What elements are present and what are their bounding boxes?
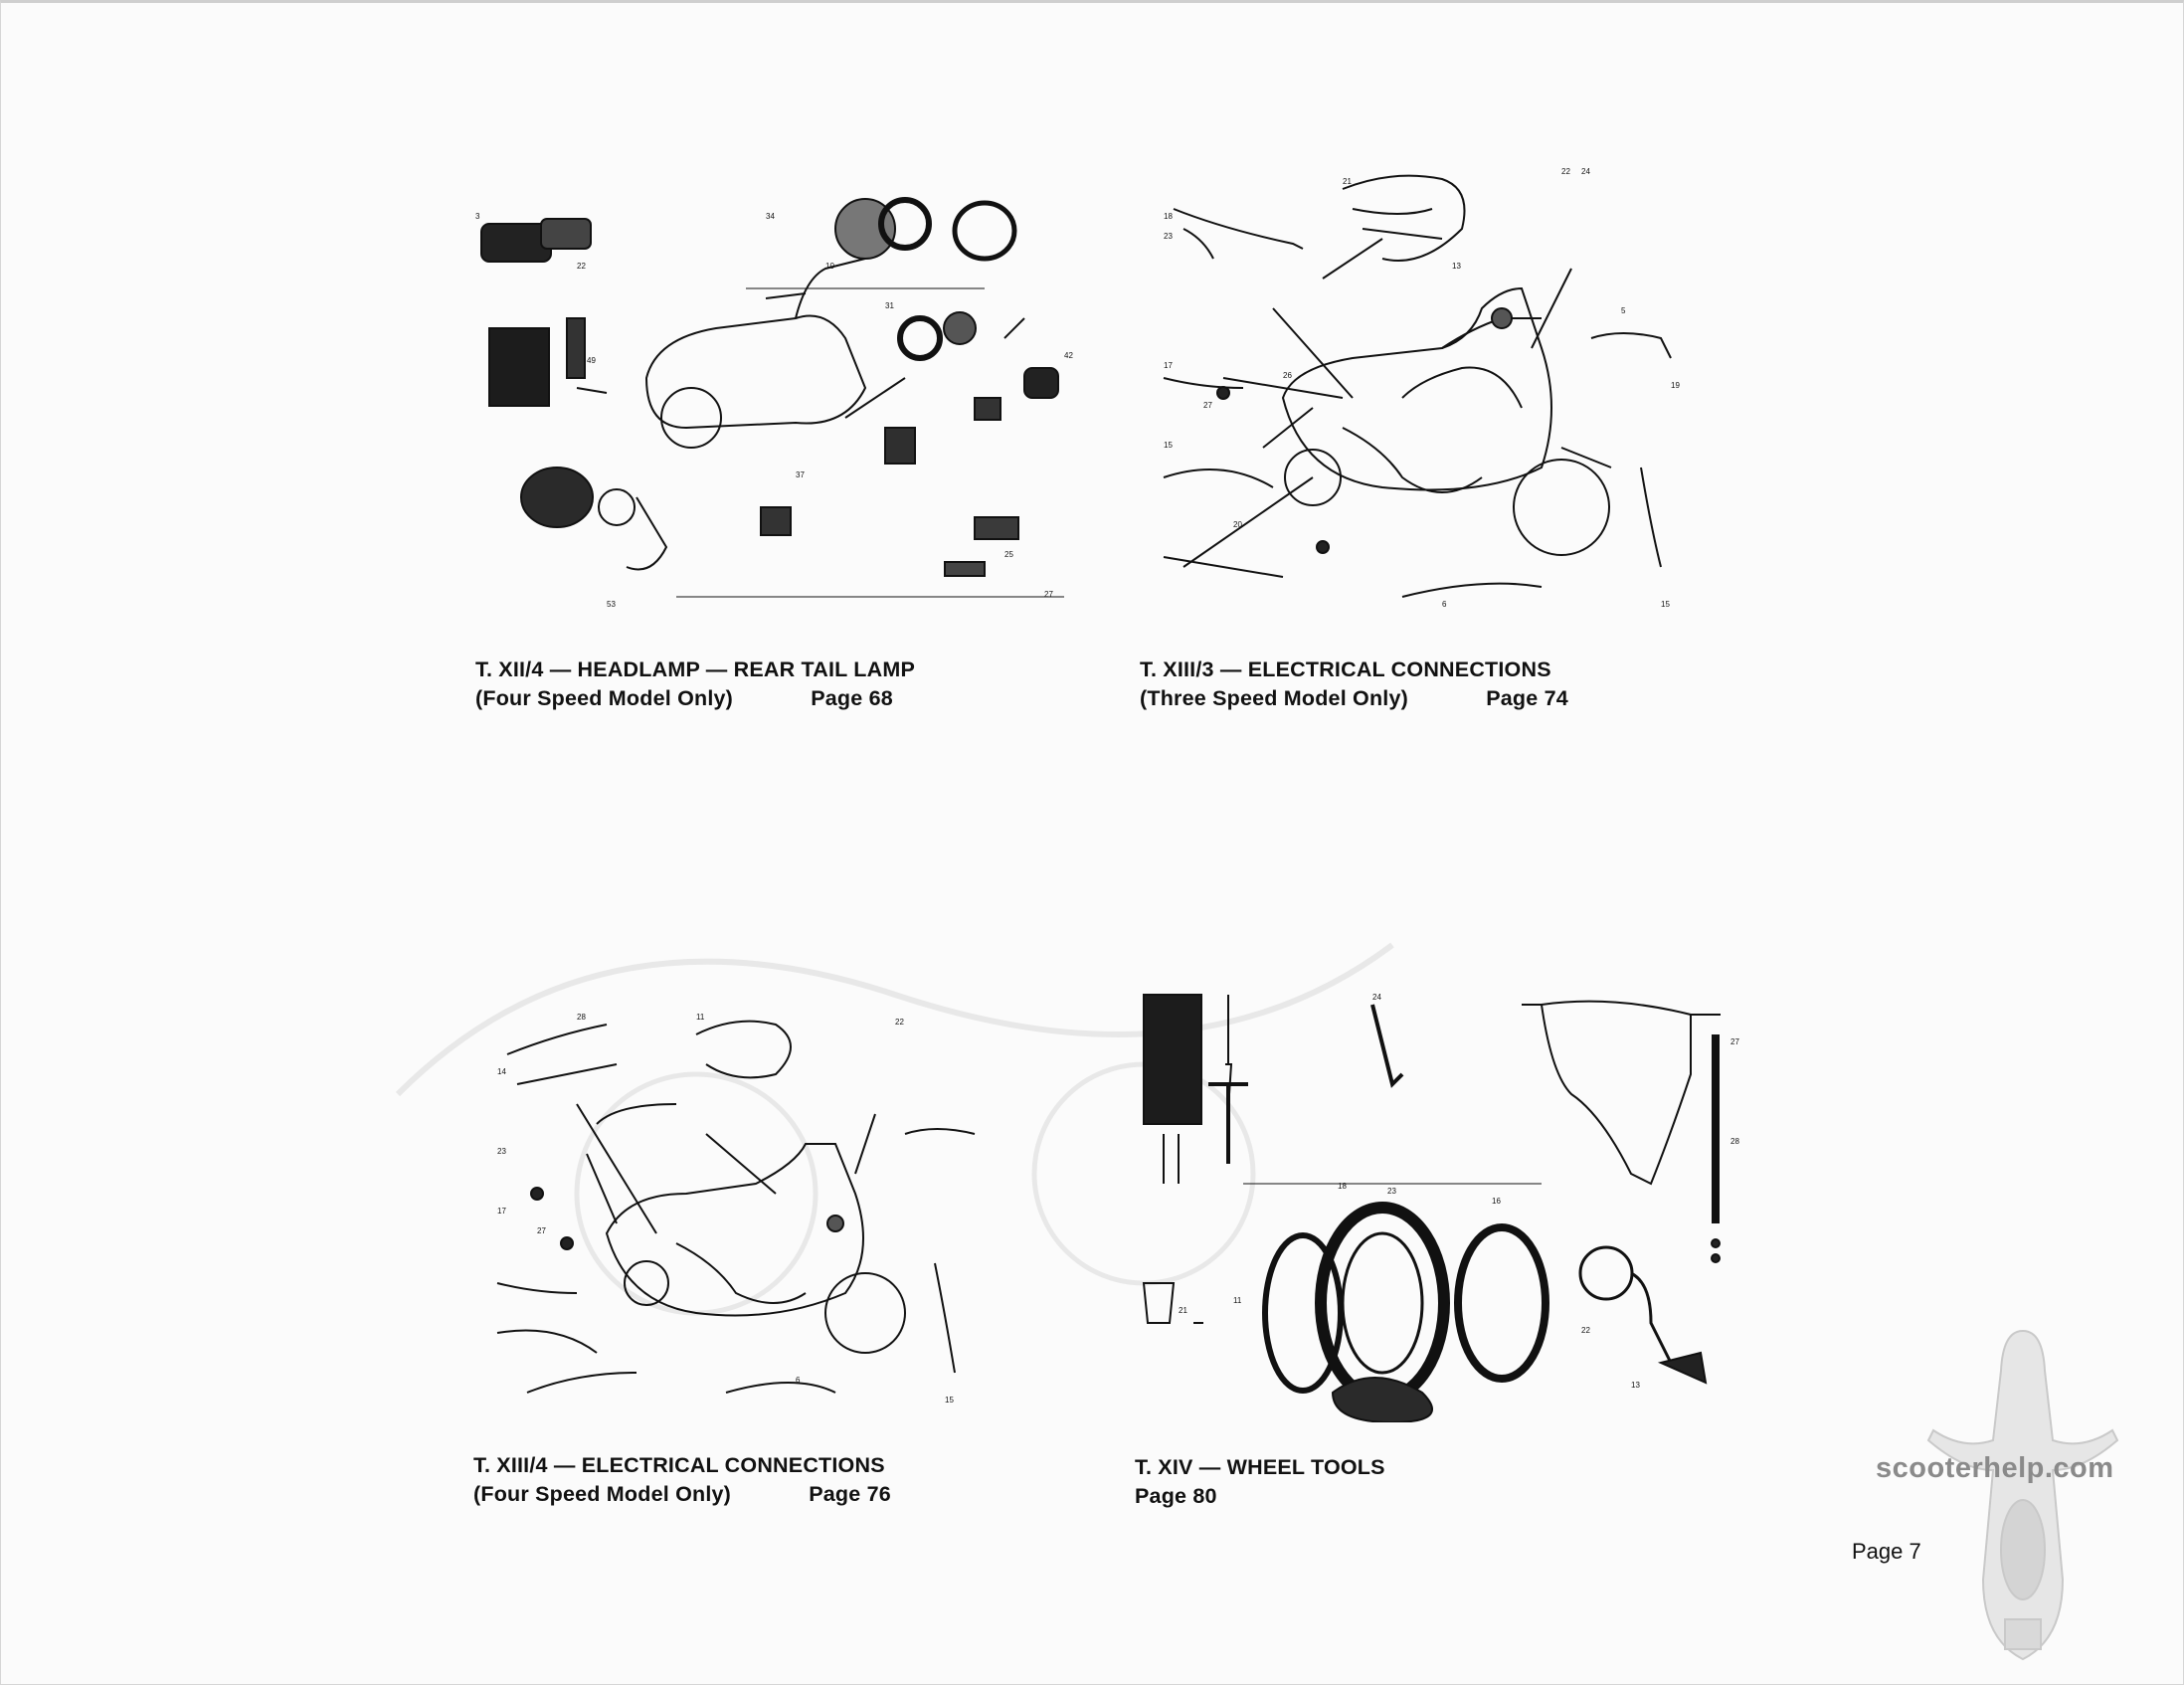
svg-text:53: 53 bbox=[607, 600, 616, 609]
svg-text:26: 26 bbox=[1283, 371, 1292, 380]
caption-subtitle-line bbox=[1140, 684, 1568, 713]
svg-text:24: 24 bbox=[1372, 993, 1381, 1002]
caption-page-ref: Page 68 bbox=[811, 686, 893, 710]
svg-text:13: 13 bbox=[1452, 262, 1461, 271]
figure-headlamp-rear-tail-lamp bbox=[467, 179, 1084, 617]
svg-text:13: 13 bbox=[1631, 1381, 1640, 1390]
svg-text:18: 18 bbox=[1338, 1182, 1347, 1191]
caption-subtitle-line bbox=[473, 1480, 891, 1509]
caption-subtitle: (Four Speed Model Only) bbox=[473, 1482, 732, 1506]
svg-text:25: 25 bbox=[1004, 550, 1013, 559]
figure-electrical-connections-four-speed bbox=[477, 995, 995, 1412]
caption-subtitle-line bbox=[475, 684, 915, 713]
svg-text:23: 23 bbox=[1164, 232, 1173, 241]
svg-text:27: 27 bbox=[1203, 401, 1212, 410]
svg-text:20: 20 bbox=[1233, 520, 1242, 529]
caption-t-xiii-4 bbox=[473, 1451, 891, 1509]
svg-text:23: 23 bbox=[497, 1147, 506, 1156]
svg-text:17: 17 bbox=[497, 1207, 506, 1216]
svg-text:15: 15 bbox=[1661, 600, 1670, 609]
svg-text:22: 22 bbox=[577, 262, 586, 271]
caption-subtitle: (Four Speed Model Only) bbox=[475, 686, 734, 710]
svg-text:15: 15 bbox=[1164, 441, 1173, 450]
svg-text:3: 3 bbox=[475, 212, 480, 221]
caption-t-xiii-3 bbox=[1140, 655, 1568, 713]
svg-text:28: 28 bbox=[1730, 1137, 1739, 1146]
caption-title: T. XII/4 — HEADLAMP — REAR TAIL LAMP bbox=[475, 657, 916, 681]
watermark-text: scooterhelp.com bbox=[1876, 1452, 2114, 1484]
svg-text:5: 5 bbox=[1621, 306, 1626, 315]
caption-t-xiv bbox=[1135, 1453, 1385, 1511]
svg-text:42: 42 bbox=[1064, 351, 1073, 360]
caption-t-xii-4 bbox=[475, 655, 915, 713]
svg-text:27: 27 bbox=[1044, 590, 1053, 599]
svg-text:37: 37 bbox=[796, 470, 805, 479]
svg-text:23: 23 bbox=[1387, 1187, 1396, 1196]
svg-text:6: 6 bbox=[796, 1376, 801, 1385]
caption-page-ref: Page 76 bbox=[809, 1482, 891, 1506]
svg-text:21: 21 bbox=[1179, 1306, 1187, 1315]
svg-text:16: 16 bbox=[1492, 1197, 1501, 1206]
caption-subtitle: (Three Speed Model Only) bbox=[1140, 686, 1409, 710]
svg-text:19: 19 bbox=[1671, 381, 1680, 390]
figure-electrical-connections-three-speed bbox=[1144, 149, 1721, 617]
svg-text:11: 11 bbox=[1233, 1296, 1242, 1305]
page-number: Page 7 bbox=[1852, 1539, 1921, 1564]
svg-text:22: 22 bbox=[1581, 1326, 1590, 1335]
svg-text:31: 31 bbox=[885, 301, 894, 310]
svg-text:27: 27 bbox=[1730, 1037, 1739, 1046]
caption-title: T. XIV — WHEEL TOOLS bbox=[1135, 1455, 1385, 1479]
svg-text:18: 18 bbox=[1164, 212, 1173, 221]
svg-text:22: 22 bbox=[1561, 167, 1570, 176]
svg-text:24: 24 bbox=[1581, 167, 1590, 176]
caption-page-ref: Page 74 bbox=[1486, 686, 1568, 710]
svg-text:14: 14 bbox=[497, 1067, 506, 1076]
scooter-watermark-icon bbox=[1913, 1321, 2132, 1669]
svg-text:27: 27 bbox=[537, 1226, 546, 1235]
svg-text:11: 11 bbox=[696, 1013, 705, 1022]
figure-wheel-tools bbox=[1134, 985, 1750, 1422]
caption-title: T. XIII/4 — ELECTRICAL CONNECTIONS bbox=[473, 1453, 885, 1477]
svg-text:21: 21 bbox=[1343, 177, 1352, 186]
caption-title: T. XIII/3 — ELECTRICAL CONNECTIONS bbox=[1140, 657, 1551, 681]
svg-text:22: 22 bbox=[895, 1018, 904, 1027]
caption-page-ref: Page 80 bbox=[1135, 1484, 1217, 1508]
svg-text:49: 49 bbox=[587, 356, 596, 365]
svg-text:6: 6 bbox=[1442, 600, 1447, 609]
svg-text:28: 28 bbox=[577, 1013, 586, 1022]
svg-text:10: 10 bbox=[825, 262, 834, 271]
svg-text:17: 17 bbox=[1164, 361, 1173, 370]
svg-text:34: 34 bbox=[766, 212, 775, 221]
svg-text:15: 15 bbox=[945, 1396, 954, 1404]
